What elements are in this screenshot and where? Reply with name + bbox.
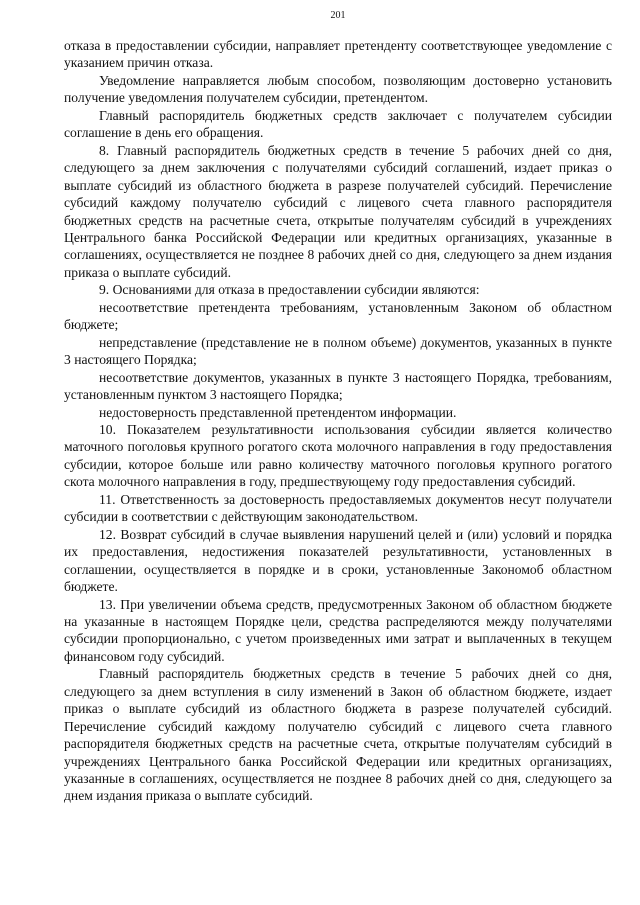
refusal-reason-1: несоответствие претендента требованиям, установленным Законом об областном бюджете; xyxy=(64,299,612,333)
paragraph-notice-method: Уведомление направляется любым способом, позволяющим достоверно установить получение уведомления получателем субсидии, претендентом. xyxy=(64,72,612,106)
paragraph-agreement: Главный распорядитель бюджетных средств заключает с получателем субсидии соглашение в день его обращения. xyxy=(64,107,612,141)
paragraph-refusal-notice: отказа в предоставлении субсидии, направляет претенденту соответствующее уведомление с указанием причин отказа. xyxy=(64,38,612,71)
paragraph-item-8: 8. Главный распорядитель бюджетных средств в течение 5 рабочих дней со дня, следующего за днем заключения с получателями субсидий соглашений, издает приказ о выплате субсидий из областного бюджета в разрезе получателей субсидий. Перечисление субсидий каждому получателю субсидий с лицевого счета главного распорядителя бюджетных средств на расчетные счета, открытые получателям субсидий в учреждениях Центрального банка Российской Федерации или кредитных организациях, указанные в соглашениях, осуществляется не позднее 8 рабочих дней со дня, следующего за днем издания приказа о выплате субсидий. xyxy=(64,142,612,280)
paragraph-payment-order: Главный распорядитель бюджетных средств в течение 5 рабочих дней со дня, следующего за днем вступления в силу изменений в Закон об областном бюджете, издает приказ о выплате субсидий из областного бюджета в разрезе получателей субсидий. Перечисление субсидий каждому получателю субсидий с лицевого счета главного распорядителя бюджетных средств на расчетные счета, открытые получателям субсидий в учреждениях Центрального банка Российской Федерации или кредитных организациях, указанные в соглашениях, осуществляется не позднее 8 рабочих дней со дня, следующего за днем издания приказа о выплате субсидий. xyxy=(64,666,612,804)
page-number: 201 xyxy=(330,10,346,21)
paragraph-item-11: 11. Ответственность за достоверность предоставляемых документов несут получатели субсидии в соответствии с действующим законодательством. xyxy=(64,491,612,525)
paragraph-item-10: 10. Показателем результативности использования субсидии является количество маточного поголовья крупного рогатого скота молочного направления в году предоставления субсидии, которое больше или равно количеству маточного поголовья крупного рогатого скота молочного направления в году, предшествующему году предоставления субсидий. xyxy=(64,421,612,490)
refusal-reason-2: непредставление (представление не в полном объеме) документов, указанных в пункте 3 настоящего Порядка; xyxy=(64,334,612,368)
paragraph-item-13: 13. При увеличении объема средств, предусмотренных Законом об областном бюджете на указанные в настоящем Порядке цели, средства распределяются между получателями субсидии пропорционально, с учетом произведенных ими затрат и выплаченных в текущем финансовом году субсидий. xyxy=(64,596,612,664)
paragraph-item-12: 12. Возврат субсидий в случае выявления нарушений целей и (или) условий и порядка их предоставления, недостижения показателей результативности, установленных в соглашении, осуществляется в порядке и в сроки, установленные Закономоб областном бюджете. xyxy=(64,526,612,595)
refusal-reason-4: недостоверность представленной претендентом информации. xyxy=(99,404,457,420)
refusal-reason-3: несоответствие документов, указанных в пункте 3 настоящего Порядка, требованиям, установленным пунктом 3 настоящего Порядка; xyxy=(64,369,612,403)
paragraph-item-9: 9. Основаниями для отказа в предоставлении субсидии являются: xyxy=(99,282,480,298)
document-page xyxy=(64,10,612,805)
